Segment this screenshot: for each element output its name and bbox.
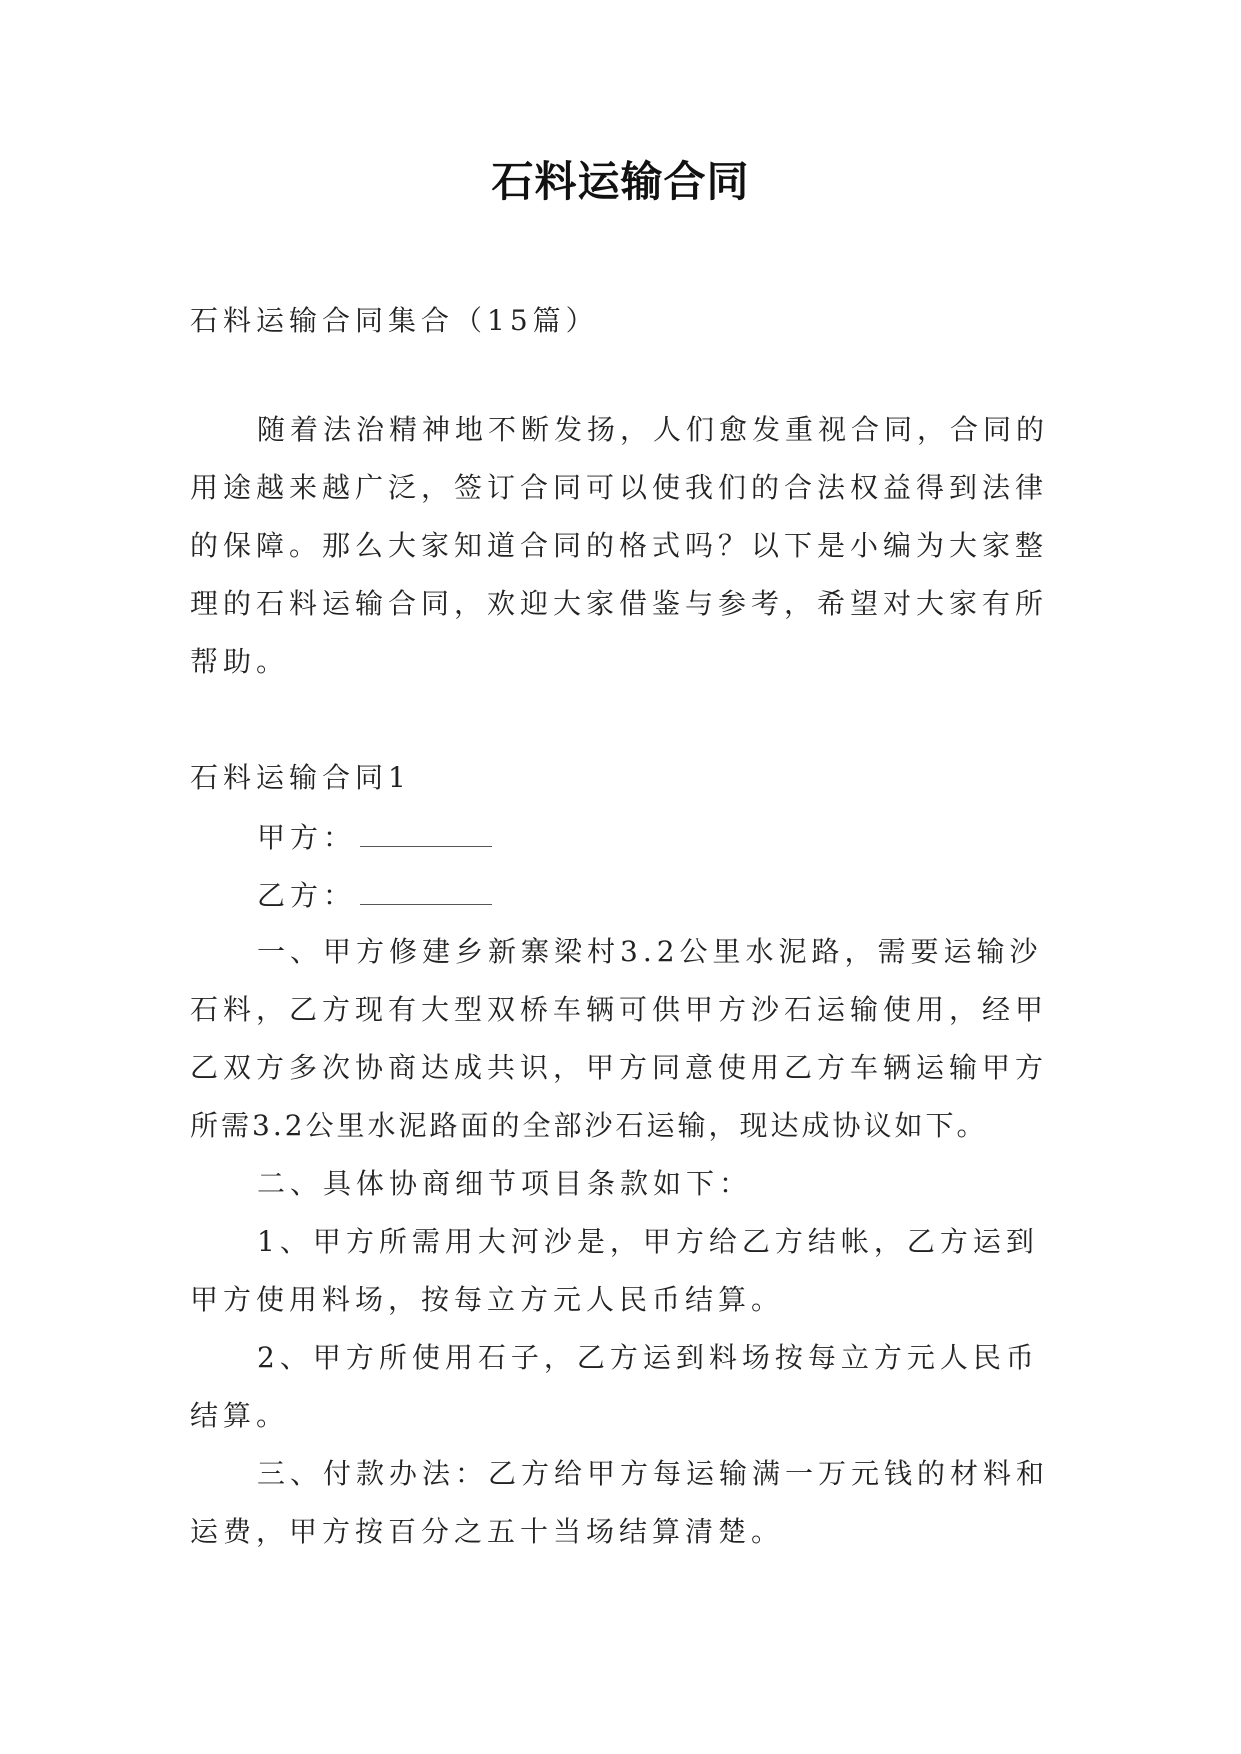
body-line: 石料，乙方现有大型双桥车辆可供甲方沙石运输使用，经甲 (190, 993, 1049, 1026)
intro-line: 的保障。那么大家知道合同的格式吗？以下是小编为大家整 (190, 529, 1049, 562)
document-subtitle: 石料运输合同集合（15篇） (190, 304, 599, 337)
body-line: 1、甲方所需用大河沙是，甲方给乙方结帐，乙方运到 (257, 1225, 1039, 1258)
body-line: 运费，甲方按百分之五十当场结算清楚。 (190, 1515, 785, 1548)
party-a-label: 甲方： (257, 821, 357, 854)
intro-line: 用途越来越广泛，签订合同可以使我们的合法权益得到法律 (190, 471, 1049, 504)
party-a-blank (360, 816, 492, 847)
intro-line: 帮助。 (190, 645, 290, 678)
body-line: 甲方使用料场，按每立方元人民币结算。 (190, 1283, 785, 1316)
body-line: 所需3.2公里水泥路面的全部沙石运输，现达成协议如下。 (190, 1109, 988, 1142)
body-line: 二、具体协商细节项目条款如下： (257, 1167, 753, 1200)
intro-line: 随着法治精神地不断发扬，人们愈发重视合同，合同的 (257, 413, 1050, 446)
body-line: 三、付款办法：乙方给甲方每运输满一万元钱的材料和 (257, 1457, 1050, 1490)
body-line: 乙双方多次协商达成共识，甲方同意使用乙方车辆运输甲方 (190, 1051, 1049, 1084)
party-b-line (257, 874, 492, 916)
intro-line: 理的石料运输合同，欢迎大家借鉴与参考，希望对大家有所 (190, 587, 1049, 620)
party-b-label: 乙方： (257, 879, 357, 912)
body-line: 结算。 (190, 1399, 290, 1432)
party-a-line (257, 816, 492, 858)
document-title: 石料运输合同 (491, 157, 750, 206)
section-heading: 石料运输合同1 (190, 761, 411, 794)
party-b-blank (360, 874, 492, 905)
body-line: 2、甲方所使用石子，乙方运到料场按每立方元人民币 (257, 1341, 1039, 1374)
body-line: 一、甲方修建乡新寨梁村3.2公里水泥路，需要运输沙 (257, 935, 1043, 968)
